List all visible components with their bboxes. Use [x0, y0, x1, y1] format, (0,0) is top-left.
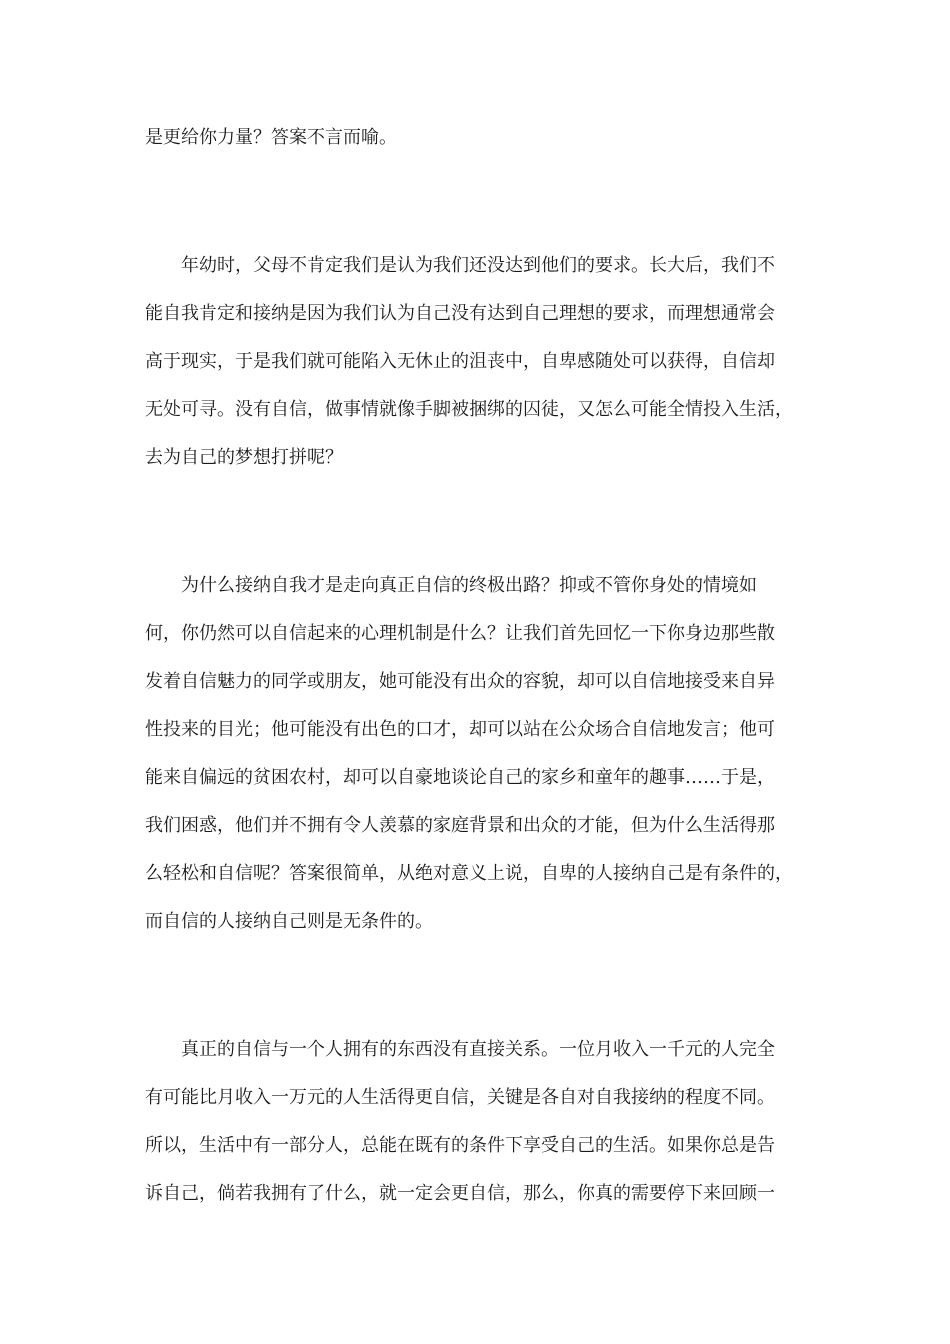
- paragraph-2-line-3: 高于现实，于是我们就可能陷入无休止的沮丧中，自卑感随处可以获得，自信却: [145, 351, 775, 372]
- paragraph-3-line-7: 么轻松和自信呢？答案很简单，从绝对意义上说，自卑的人接纳自己是有条件的，: [145, 863, 793, 884]
- paragraph-4-line-3: 所以，生活中有一部分人，总能在既有的条件下享受自己的生活。如果你总是告: [145, 1135, 775, 1156]
- paragraph-3-line-2: 何，你仍然可以自信起来的心理机制是什么？让我们首先回忆一下你身边那些散: [145, 623, 775, 644]
- paragraph-1-line-1: 是更给你力量？答案不言而喻。: [145, 127, 397, 148]
- paragraph-4-line-2: 有可能比月收入一万元的人生活得更自信，关键是各自对自我接纳的程度不同。: [145, 1087, 775, 1108]
- paragraph-3-line-5: 能来自偏远的贫困农村，却可以自豪地谈论自己的家乡和童年的趣事……于是，: [145, 767, 775, 788]
- paragraph-3-line-3: 发着自信魅力的同学或朋友，她可能没有出众的容貌，却可以自信地接受来自异: [145, 671, 775, 692]
- paragraph-3-line-8: 而自信的人接纳自己则是无条件的。: [145, 911, 433, 932]
- paragraph-3-line-1: 为什么接纳自我才是走向真正自信的终极出路？抑或不管你身处的情境如: [181, 575, 757, 596]
- paragraph-3-line-4: 性投来的目光；他可能没有出色的口才，却可以站在公众场合自信地发言；他可: [145, 719, 775, 740]
- paragraph-4-line-4: 诉自己，倘若我拥有了什么，就一定会更自信，那么，你真的需要停下来回顾一: [145, 1183, 775, 1204]
- paragraph-3-line-6: 我们困惑，他们并不拥有令人羡慕的家庭背景和出众的才能，但为什么生活得那: [145, 815, 775, 836]
- paragraph-4-line-1: 真正的自信与一个人拥有的东西没有直接关系。一位月收入一千元的人完全: [181, 1039, 775, 1060]
- paragraph-2-line-2: 能自我肯定和接纳是因为我们认为自己没有达到自己理想的要求，而理想通常会: [145, 303, 775, 324]
- paragraph-2-line-5: 去为自己的梦想打拼呢？: [145, 447, 343, 468]
- paragraph-2-line-4: 无处可寻。没有自信，做事情就像手脚被捆绑的囚徒，又怎么可能全情投入生活，: [145, 399, 793, 420]
- paragraph-2-line-1: 年幼时，父母不肯定我们是认为我们还没达到他们的要求。长大后，我们不: [181, 255, 775, 276]
